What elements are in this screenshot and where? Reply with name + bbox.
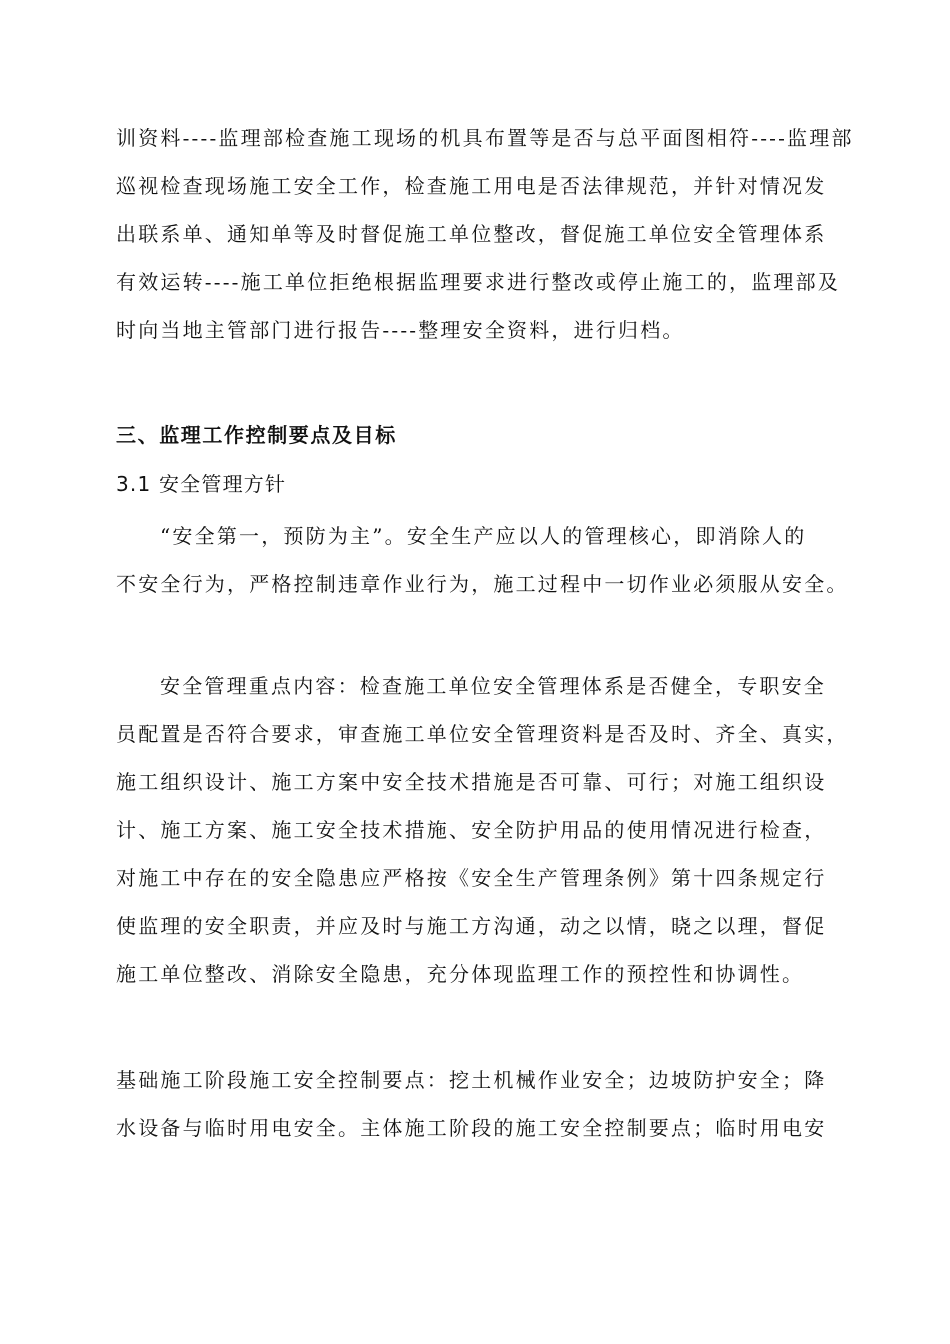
paragraph-line: 训资料----监理部检查施工现场的机具布置等是否与总平面图相符----监理部 [116,126,854,150]
paragraph-line: 时向当地主管部门进行报告----整理安全资料，进行归档。 [116,318,685,342]
key-content-line: 计、施工方案、施工安全技术措施、安全防护用品的使用情况进行检查， [116,818,827,842]
paragraph-line: 有效运转----施工单位拒绝根据监理要求进行整改或停止施工的，监理部及 [116,270,841,294]
key-content-line: 安全管理重点内容：检查施工单位安全管理体系是否健全，专职安全 [160,674,826,698]
key-content-line: 施工组织设计、施工方案中安全技术措施是否可靠、可行；对施工组织设 [116,770,827,794]
key-content-line: 使监理的安全职责，并应及时与施工方沟通，动之以情，晓之以理，督促 [116,914,827,938]
policy-line: 不安全行为，严格控制违章作业行为，施工过程中一切作业必须服从安全。 [116,572,849,596]
paragraph-line: 出联系单、通知单等及时督促施工单位整改，督促施工单位安全管理体系 [116,222,827,246]
key-content-line: 施工单位整改、消除安全隐患，充分体现监理工作的预控性和协调性。 [116,962,805,986]
section-heading: 三、监理工作控制要点及目标 [116,423,397,447]
policy-line: “安全第一，预防为主”。安全生产应以人的管理核心，即消除人的 [160,524,807,548]
key-content-line: 员配置是否符合要求，审查施工单位安全管理资料是否及时、齐全、真实， [116,722,849,746]
key-content-line: 对施工中存在的安全隐患应严格按《安全生产管理条例》第十四条规定行 [116,866,827,890]
subsection-heading: 3.1 安全管理方针 [116,472,287,496]
control-points-line: 水设备与临时用电安全。主体施工阶段的施工安全控制要点；临时用电安 [116,1116,827,1140]
paragraph-line: 巡视检查现场施工安全工作，检查施工用电是否法律规范，并针对情况发 [116,174,827,198]
control-points-line: 基础施工阶段施工安全控制要点：挖土机械作业安全；边坡防护安全；降 [116,1068,827,1092]
